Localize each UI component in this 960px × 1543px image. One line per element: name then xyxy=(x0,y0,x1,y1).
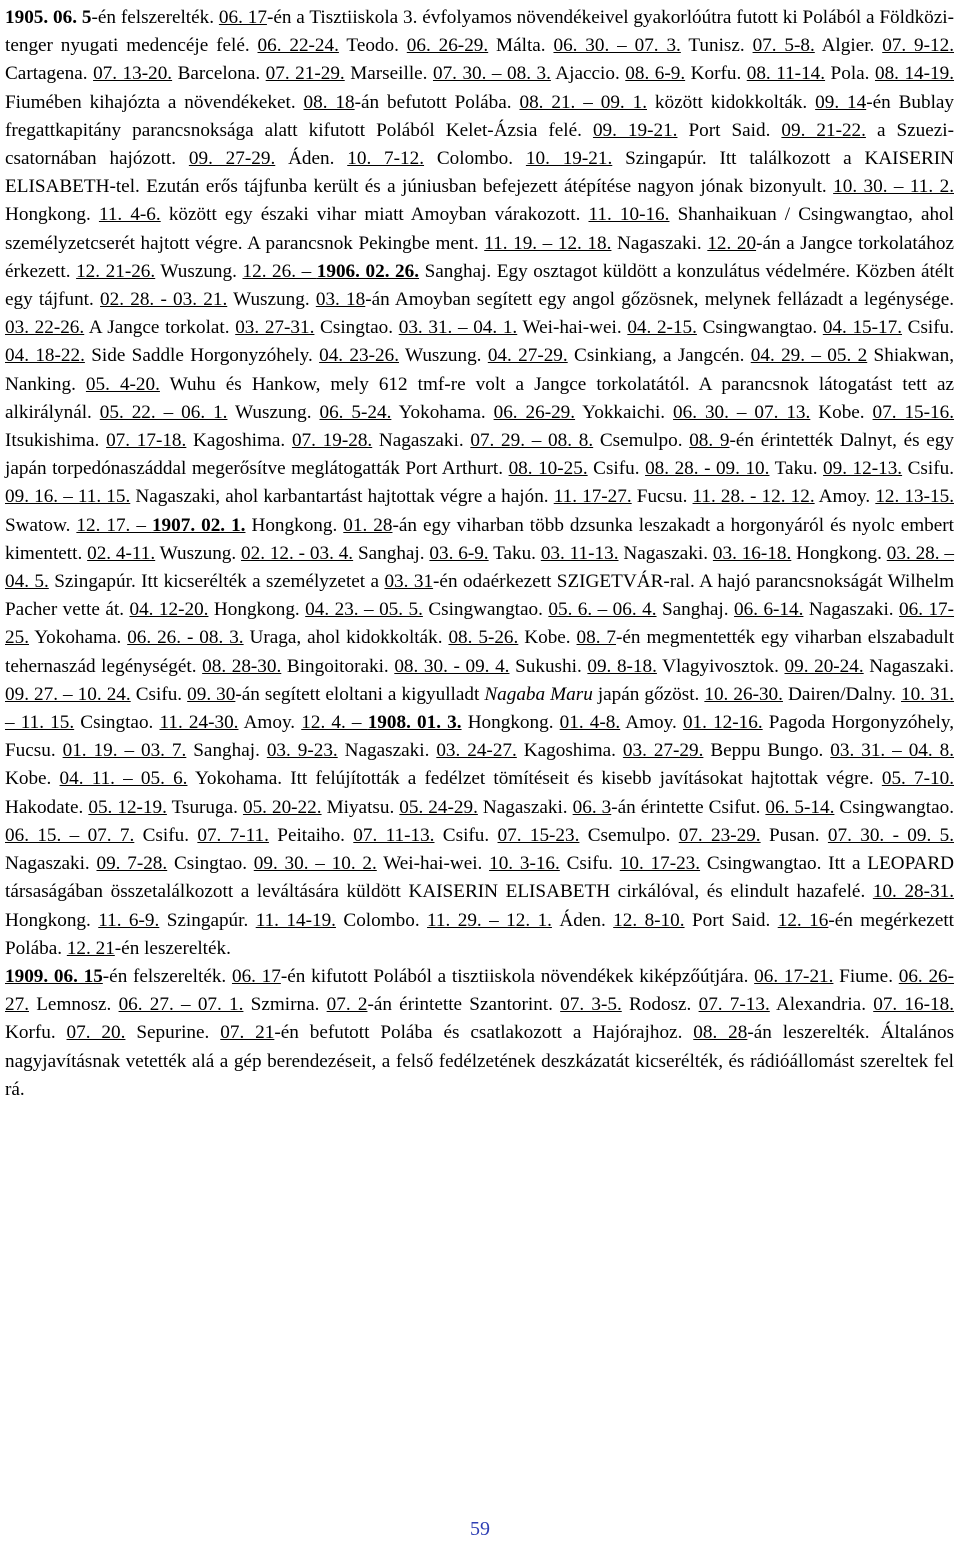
text-run: Fucsu. xyxy=(631,486,693,508)
text-run: -án érintette Csifut. xyxy=(611,796,766,818)
date-reference: 10. 7-12. xyxy=(347,148,425,170)
date-reference: 01. 28 xyxy=(343,514,393,536)
text-run: között egy északi vihar miatt Amoyban várakozott. xyxy=(160,204,589,226)
date-reference: 07. 3-5. xyxy=(560,994,622,1016)
date-reference: 03. 9-23. xyxy=(266,740,338,762)
date-reference: 09. 20-24. xyxy=(784,655,864,677)
date-reference: 03. 31 xyxy=(384,571,434,593)
text-run: Port Said. xyxy=(677,119,782,141)
text-run: Nagaszaki. xyxy=(477,796,573,818)
text-run: -én megmentették egy viharban elszabadult tehernaszád legénységét. xyxy=(5,627,955,677)
date-reference: 07. 15-23. xyxy=(497,824,580,846)
date-reference: 04. 23-26. xyxy=(319,345,399,367)
date-reference: 03. 24-27. xyxy=(436,740,517,762)
date-reference: 06. 30. – 07. 13. xyxy=(673,401,811,423)
text-run: Csingtao. xyxy=(167,853,254,875)
text-run: -én felszerelték. xyxy=(102,965,232,987)
text-run: Szingapúr. xyxy=(159,909,256,931)
text-run: Lemnosz. xyxy=(28,994,119,1016)
page-number: 59 xyxy=(470,1518,490,1540)
date-reference: 09. 7-28. xyxy=(96,853,168,875)
text-run: Sanghaj. xyxy=(656,599,735,621)
text-run: Csifu. xyxy=(434,824,498,846)
text-run: Wuszung. xyxy=(227,401,320,423)
text-run: Csifu. xyxy=(902,317,955,339)
text-run: Korfu. xyxy=(5,1022,67,1044)
text-run: Dairen/Dalny. xyxy=(782,683,902,705)
bold-text: 1905. 06. 5 xyxy=(5,7,92,28)
date-reference: 06. 5-14. xyxy=(765,796,835,818)
text-run: Kobe. xyxy=(810,401,873,423)
date-reference: 10. 3-16. xyxy=(489,853,560,875)
text-run: -én befutott Polába és csatlakozott a Hajórajhoz. xyxy=(274,1022,694,1044)
date-reference: 11. 28. - 12. 12. xyxy=(692,486,815,508)
text-run: Sanghaj. xyxy=(186,740,267,762)
date-reference: 04. 2-15. xyxy=(627,317,697,339)
text-run: Málta. xyxy=(488,35,554,57)
text-run: Nagaszaki, ahol karbantartást hajtottak végre a hajón. xyxy=(130,486,554,508)
text-run: Uraga, ahol kidokkolták. xyxy=(243,627,449,649)
text-run: -én érintették Dalnyt, és egy japán torpedónaszáddal megerősítve meglátogatták Port Arthurt. xyxy=(5,430,955,480)
text-run: Hongkong. xyxy=(5,909,99,931)
text-run: Nagaszaki. xyxy=(803,599,900,621)
text-run: Sepurine. xyxy=(125,1022,221,1044)
date-reference: 03. 18 xyxy=(315,289,366,311)
text-run: Algier. xyxy=(814,35,883,57)
date-reference: 08. 9 xyxy=(689,430,730,452)
text-run: -én kifutott Polából a tisztiiskola növendékek kiképzőútjára. xyxy=(280,965,755,987)
date-reference: 09. 30 xyxy=(187,683,236,705)
date-reference: 12. 21-26. xyxy=(76,260,156,282)
text-run: Bingoitoraki. xyxy=(281,655,395,677)
text-run: Taku. xyxy=(769,458,824,480)
date-reference: 09. 16. – 11. 15. xyxy=(5,486,131,508)
date-reference: 08. 6-9. xyxy=(625,63,686,85)
date-reference: 05. 24-29. xyxy=(399,796,478,818)
text-run: Itsukishima. xyxy=(5,430,107,452)
text-run: Wei-hai-wei. xyxy=(517,317,628,339)
date-reference: 11. 17-27. xyxy=(553,486,632,508)
date-reference: 07. 19-28. xyxy=(291,430,373,452)
text-run: Swatow. xyxy=(5,514,77,536)
text-run: Nagaszaki. xyxy=(611,232,708,254)
date-reference: 08. 10-25. xyxy=(508,458,588,480)
text-run: -én megérkezett Polába. xyxy=(5,909,954,959)
date-reference: 08. 18 xyxy=(303,91,355,113)
text-run: -én felszerelték. xyxy=(91,7,219,28)
date-reference: 12. 4. – xyxy=(301,712,368,734)
date-reference: 11. 14-19. xyxy=(255,909,336,931)
date-reference: 07. 7-11. xyxy=(197,824,269,846)
text-run: Yokkaichi. xyxy=(575,401,674,423)
date-reference: 10. 17-23. xyxy=(619,853,701,875)
date-reference: 08. 28 xyxy=(693,1022,748,1044)
text-run: Rodosz. xyxy=(621,994,699,1016)
date-reference: 08. 11-14. xyxy=(746,63,826,85)
text-run: Hongkong. xyxy=(208,599,306,621)
text-run: Teodo. xyxy=(338,35,407,57)
date-reference: 01. 19. – 03. 7. xyxy=(62,740,187,762)
text-run: -án érintette Szantorint. xyxy=(367,994,561,1016)
date-reference: 10. 26-30. xyxy=(704,683,783,705)
date-reference: 07. 13-20. xyxy=(93,63,173,85)
text-run: Tunisz. xyxy=(680,35,753,57)
text-run: Csinkiang, a Jangcén. xyxy=(567,345,751,367)
text-run: Shiakwan, Nanking. xyxy=(5,345,955,395)
text-run: Csingwangtao. Itt a LEOPARD társaságában összetalálkozott a leváltására küldött KAISERIN ELISABETH cirkálóval, és elindult hazafelé. xyxy=(5,853,954,903)
text-run: -án segített eloltani a kigyulladt xyxy=(235,683,485,705)
text-run: között kidokkolták. xyxy=(647,91,816,113)
date-reference: 04. 12-20. xyxy=(129,599,209,621)
date-reference: 07. 9-12. xyxy=(882,35,955,57)
date-reference: 07. 15-16. xyxy=(872,401,955,423)
date-reference: 05. 6. – 06. 4. xyxy=(548,599,657,621)
date-reference: 11. 24-30. xyxy=(159,712,239,734)
text-run: -án leszerelték. Általános nagyjavításnak vetették alá a gép berendezéseit, a felső fedélzetének deszkázatát kicserélték, és rádióállomást szereltek fel rá. xyxy=(5,1022,955,1100)
date-reference: 05. 7-10. xyxy=(881,768,954,790)
date-reference: 06. 5-24. xyxy=(319,401,392,423)
date-reference: 06. 30. – 07. 3. xyxy=(553,35,681,57)
date-reference: 01. 12-16. xyxy=(682,712,763,734)
date-reference: 07. 30. - 09. 5. xyxy=(827,824,955,846)
text-run: Wuhu és Hankow, mely 612 tmf-re volt a Jangce torkolatától. A parancsnok látogatást tett az alkirálynál. xyxy=(5,373,954,423)
year-date-reference: 1909. 06. 15 xyxy=(5,965,103,987)
date-reference: 03. 27-29. xyxy=(622,740,704,762)
text-run: Fiumében kihajózta a növendékeket. xyxy=(5,91,304,113)
text-run: Korfu. xyxy=(685,63,747,85)
text-run: Áden. xyxy=(275,148,348,170)
text-run: Nagaszaki. xyxy=(337,740,437,762)
date-reference: 11. 4-6. xyxy=(98,204,161,226)
text-run: -én Bublay fregattkapitány parancsnoksága alatt kifutott Polából Kelet-Ázsia felé. xyxy=(5,91,955,141)
date-reference: 07. 2 xyxy=(326,994,368,1016)
text-run: Csingwangtao. xyxy=(834,796,954,818)
date-reference: 07. 5-8. xyxy=(752,35,815,57)
text-run: Hongkong. xyxy=(5,204,99,226)
text-run: Csemulpo. xyxy=(579,824,679,846)
year-date-reference: 1906. 02. 26. xyxy=(316,260,420,282)
text-run: Szingapúr. Itt kicserélték a személyzetet a xyxy=(48,571,385,593)
date-reference: 04. 29. – 05. 2 xyxy=(750,345,868,367)
text-run: Sanghaj. Egy osztagot küldött a konzulátus védelmére. Közben átélt egy tájfunt. xyxy=(5,260,955,311)
text-run: Ajaccio. xyxy=(550,63,626,85)
date-reference: 09. 27. – 10. 24. xyxy=(5,683,131,705)
date-reference: 03. 31. – 04. 1. xyxy=(398,317,518,339)
date-reference: 11. 6-9. xyxy=(98,909,160,931)
date-reference: 05. 22. – 06. 1. xyxy=(99,401,228,423)
date-reference: 12. 26. – xyxy=(242,260,317,282)
date-reference: 02. 28. - 03. 21. xyxy=(100,289,228,311)
date-reference: 06. 26-29. xyxy=(493,401,576,423)
text-run: Alexandria. xyxy=(769,994,874,1016)
date-reference: 08. 30. - 09. 4. xyxy=(394,655,510,677)
date-reference: 03. 16-18. xyxy=(712,542,792,564)
date-reference: 07. 23-29. xyxy=(678,824,761,846)
date-reference: 09. 12-13. xyxy=(823,458,903,480)
text-run: Csifu. xyxy=(134,824,198,846)
text-run: Csifu. xyxy=(902,458,954,480)
text-run: A Jangce torkolat. xyxy=(84,317,236,339)
text-run: Hongkong. xyxy=(461,712,560,734)
date-reference: 09. 30. – 10. 2. xyxy=(253,853,377,875)
text-run: Shanhaikuan / Csingwangtao, ahol személyzetcserét hajtott végre. A parancsnok Pekingbe ment. xyxy=(5,204,954,254)
date-reference: 06. 26. - 08. 3. xyxy=(127,627,244,649)
text-run: -án a Jangce torkolatához érkezett. xyxy=(5,232,954,282)
text-run: Csifu. xyxy=(587,458,646,480)
date-reference: 06. 27. – 07. 1. xyxy=(118,994,244,1016)
text-run: Szmirna. xyxy=(243,994,327,1016)
paragraph-1905-1908 xyxy=(5,4,954,963)
date-reference: 12. 13-15. xyxy=(875,486,954,508)
text-run: Pagoda Horgonyzóhely, Fucsu. xyxy=(5,712,955,762)
date-reference: 06. 6-14. xyxy=(734,599,804,621)
text-run: Wei-hai-wei. xyxy=(376,853,490,875)
date-reference: 03. 6-9. xyxy=(429,542,489,564)
date-reference: 09. 27-29. xyxy=(188,148,276,170)
text-run: -án Amoyban segített egy angol gőzösnek, melynek fellázadt a legénysége. xyxy=(365,289,955,311)
date-reference: 12. 21 xyxy=(66,937,115,959)
text-run: -én leszerelték. xyxy=(114,937,231,959)
date-reference: 07. 16-18. xyxy=(873,994,954,1016)
date-reference: 07. 20. xyxy=(66,1022,126,1044)
year-date-reference: 1907. 02. 1. xyxy=(151,514,246,536)
text-run: Nagaszaki. xyxy=(5,853,97,875)
text-run: Side Saddle Horgonyzóhely. xyxy=(84,345,320,367)
date-reference: 11. 29. – 12. 1. xyxy=(427,909,552,931)
text-run: Cartagena. xyxy=(5,63,94,85)
date-reference: 05. 12-19. xyxy=(88,796,167,818)
text-run: Csingtao. xyxy=(314,317,399,339)
text-run: Nagaszaki. xyxy=(372,430,471,452)
text-run: Yokohama. xyxy=(28,627,128,649)
date-reference: 12. 20 xyxy=(707,232,757,254)
date-reference: 05. 20-22. xyxy=(242,796,322,818)
text-run: -én a Tisztiiskola 3. évfolyamos növendékeivel gyakorlóútra futott ki Polából a Földközi-tenger nyugati medencéje felé. xyxy=(5,7,954,57)
text-run: Csingwangtao. xyxy=(696,317,823,339)
text-run: Amoy. xyxy=(814,486,876,508)
text-run: Sukushi. xyxy=(509,655,588,677)
text-run: Wuszung. xyxy=(227,289,316,311)
text-run: Beppu Bungo. xyxy=(703,740,831,762)
date-reference: 03. 31. – 04. 8. xyxy=(830,740,955,762)
date-reference: 11. 19. – 12. 18. xyxy=(484,232,612,254)
date-reference: 07. 30. – 08. 3. xyxy=(432,63,551,85)
date-reference: 01. 4-8. xyxy=(559,712,621,734)
date-reference: 09. 21-22. xyxy=(781,119,866,141)
text-run: Pola. xyxy=(825,63,875,85)
date-reference: 06. 17-25. xyxy=(5,599,955,649)
date-reference: 04. 11. – 05. 6. xyxy=(59,768,188,790)
text-run: Hakodate. xyxy=(5,796,89,818)
date-reference: 12. 17. – xyxy=(76,514,152,536)
text-run: Port Said. xyxy=(684,909,778,931)
text-run: -án egy viharban több dzsunka leszakadt a horgonyáról és nyolc embert kimentett. xyxy=(5,514,954,564)
date-reference: 06. 26-27. xyxy=(5,965,955,1016)
date-reference: 10. 19-21. xyxy=(525,148,613,170)
date-reference: 06. 17-21. xyxy=(754,965,834,987)
text-run: Miyatsu. xyxy=(321,796,400,818)
text-run: Nagaszaki. xyxy=(618,542,713,564)
date-reference: 11. 10-16. xyxy=(588,204,670,226)
text-run: Tsuruga. xyxy=(166,796,243,818)
text-run: Áden. xyxy=(551,909,614,931)
date-reference: 06. 17 xyxy=(231,965,281,987)
text-run: Wuszung. xyxy=(155,260,243,282)
text-run: Kobe. xyxy=(518,627,577,649)
date-reference: 03. 27-31. xyxy=(235,317,315,339)
text-run: Yokohama. Itt felújították a fedélzet tömítéseit és kisebb javításokat hajtottak végre. xyxy=(187,768,882,790)
text-run: Vlagyivosztok. xyxy=(656,655,785,677)
text-run: Wuszung. xyxy=(155,542,242,564)
date-reference: 07. 29. – 08. 8. xyxy=(470,430,594,452)
text-run: Colombo. xyxy=(424,148,526,170)
date-reference: 06. 15. – 07. 7. xyxy=(5,824,135,846)
date-reference: 09. 19-21. xyxy=(592,119,678,141)
date-reference: 09. 8-18. xyxy=(587,655,657,677)
date-reference: 08. 21. – 09. 1. xyxy=(519,91,648,113)
date-reference: 04. 18-22. xyxy=(5,345,85,367)
date-reference: 02. 4-11. xyxy=(87,542,156,564)
date-reference: 07. 21 xyxy=(220,1022,275,1044)
text-run: japán gőzöst. xyxy=(592,683,705,705)
text-run: -án befutott Polába. xyxy=(354,91,520,113)
date-reference: 06. 22-24. xyxy=(257,35,339,57)
text-run: Szingapúr. Itt találkozott a KAISERIN ELISABETH-tel. Ezután erős tájfunba került és a júniusban befejezett átépítése nagyon jónak bizonyult. xyxy=(5,148,955,198)
text-run: Peitaiho. xyxy=(268,824,354,846)
date-reference: 08. 28. - 09. 10. xyxy=(645,458,770,480)
text-run: Wuszung. xyxy=(399,345,488,367)
date-reference: 10. 31. – 11. 15. xyxy=(5,683,955,734)
date-reference: 06. 17 xyxy=(218,7,267,28)
text-run: a Szuezi-csatornában hajózott. xyxy=(5,119,954,170)
ship-name: Nagaba Maru xyxy=(484,683,593,705)
date-reference: 04. 27-29. xyxy=(487,345,568,367)
text-run: Hongkong. xyxy=(245,514,344,536)
text-run: Kagoshima. xyxy=(186,430,292,452)
date-reference: 03. 28. – 04. 5. xyxy=(5,542,955,593)
date-reference: 05. 4-20. xyxy=(85,373,160,395)
date-reference: 04. 23. – 05. 5. xyxy=(305,599,423,621)
date-reference: 12. 16 xyxy=(777,909,829,931)
date-reference: 02. 12. - 03. 4. xyxy=(241,542,354,564)
date-reference: 10. 28-31. xyxy=(872,881,955,903)
date-reference: 06. 3 xyxy=(572,796,612,818)
date-reference: 08. 5-26. xyxy=(448,627,519,649)
text-run: Yokohama. xyxy=(391,401,494,423)
date-reference: 03. 11-13. xyxy=(540,542,619,564)
text-run: Amoy. xyxy=(238,712,302,734)
paragraph-1909 xyxy=(5,963,954,1104)
date-reference: 09. 14 xyxy=(815,91,867,113)
date-reference: 07. 21-29. xyxy=(265,63,345,85)
text-run: Csemulpo. xyxy=(593,430,690,452)
date-reference: 07. 11-13. xyxy=(353,824,435,846)
date-reference: 12. 8-10. xyxy=(613,909,685,931)
text-run: Csifu. xyxy=(130,683,188,705)
date-reference: 06. 26-29. xyxy=(406,35,489,57)
date-reference: 08. 14-19. xyxy=(874,63,955,85)
text-run: Csingwangtao. xyxy=(422,599,549,621)
text-run: Pusan. xyxy=(760,824,828,846)
text-run: Sanghaj. xyxy=(353,542,430,564)
text-run: Csingtao. xyxy=(74,712,160,734)
text-run: Csifu. xyxy=(559,853,620,875)
date-reference: 08. 28-30. xyxy=(202,655,282,677)
text-run: Amoy. xyxy=(620,712,683,734)
text-run: Nagaszaki. xyxy=(863,655,954,677)
text-run: Kobe. xyxy=(5,768,60,790)
text-run: Marseille. xyxy=(344,63,433,85)
date-reference: 03. 22-26. xyxy=(5,317,85,339)
date-reference: 10. 30. – 11. 2. xyxy=(833,176,954,198)
date-reference: 08. 7 xyxy=(576,627,617,649)
text-run: Kagoshima. xyxy=(516,740,623,762)
year-date-reference: 1908. 01. 3. xyxy=(367,712,462,734)
date-reference: 07. 17-18. xyxy=(106,430,187,452)
date-reference: 04. 15-17. xyxy=(822,317,903,339)
document-body xyxy=(5,4,954,1104)
date-reference: 07. 7-13. xyxy=(698,994,770,1016)
text-run: Barcelona. xyxy=(172,63,266,85)
text-run: Hongkong. xyxy=(791,542,887,564)
text-run: Colombo. xyxy=(335,909,428,931)
text-run: Fiume. xyxy=(833,965,899,987)
text-run: Taku. xyxy=(488,542,541,564)
text-run: -én odaérkezett SZIGETVÁR-ral. A hajó parancsnokságát Wilhelm Pacher vette át. xyxy=(5,571,955,621)
